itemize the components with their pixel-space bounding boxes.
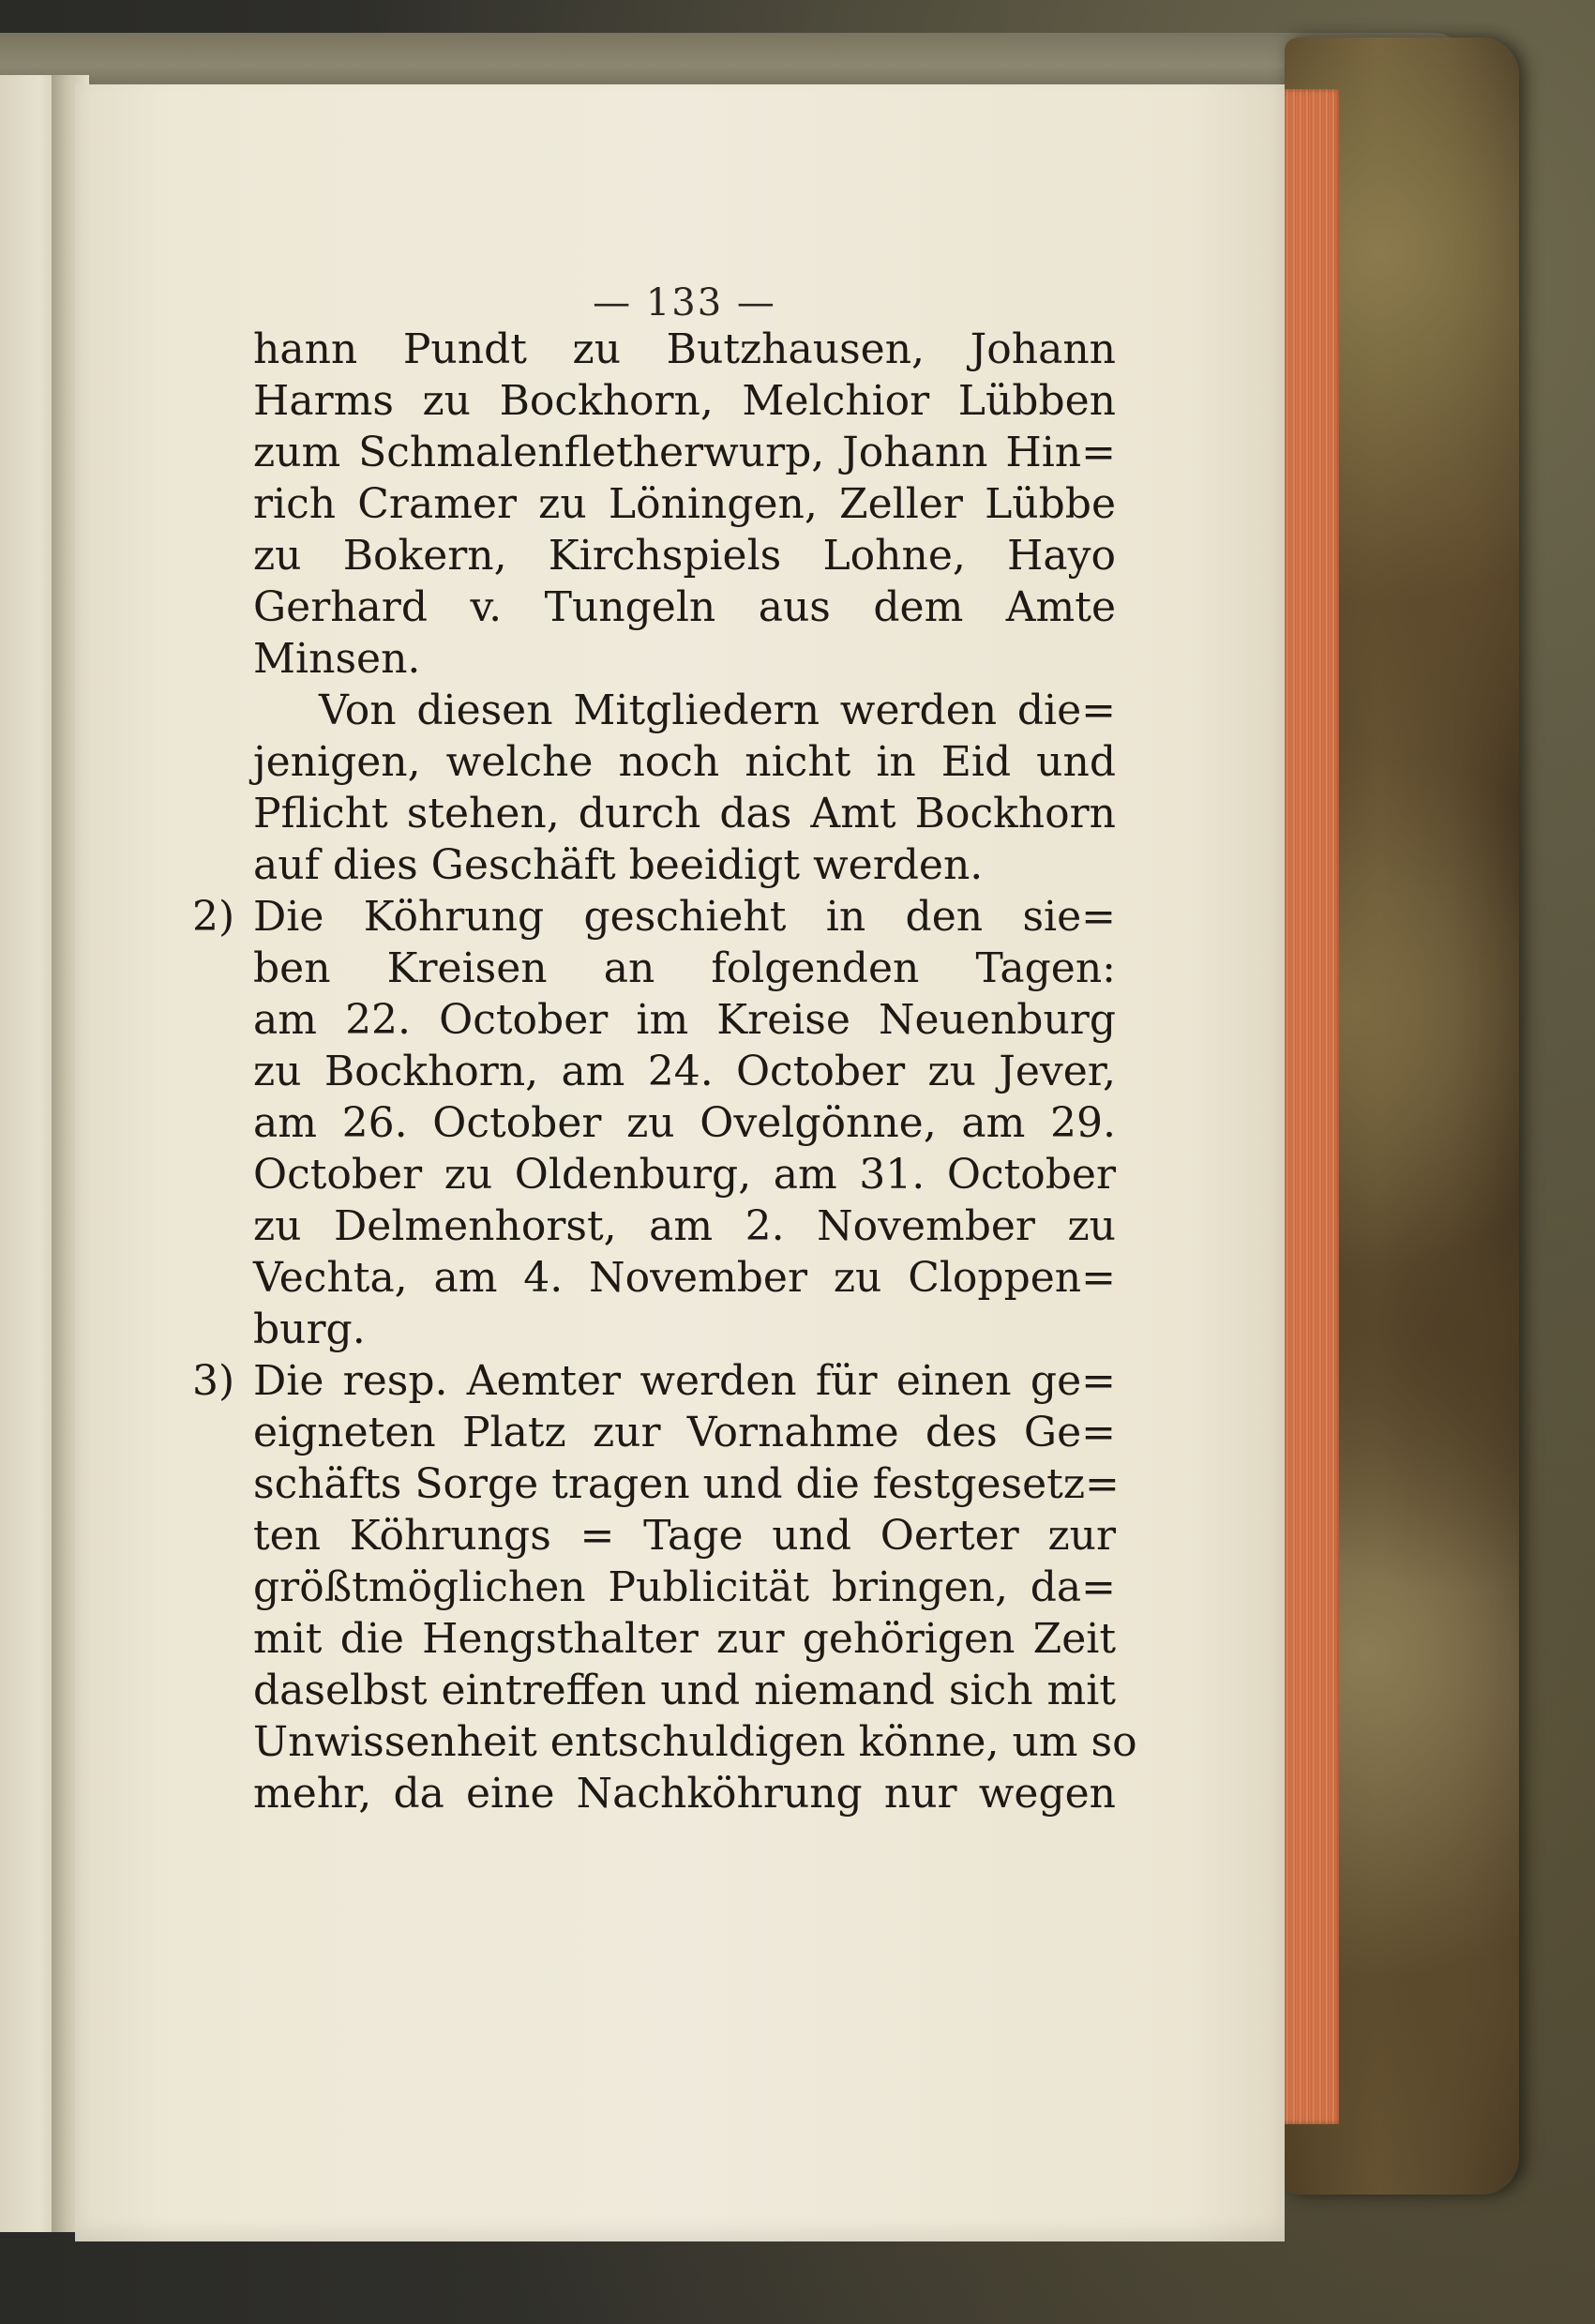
text-line: am 22. October im Kreise Neuenburg — [253, 996, 1116, 1044]
right-page — [75, 84, 1285, 2241]
page-number: — 133 — — [593, 281, 776, 324]
text-line: ben Kreisen an folgenden Tagen: — [253, 944, 1116, 992]
text-line: schäfts Sorge tragen und die festgesetz= — [253, 1460, 1120, 1508]
text-line: hann Pundt zu Butzhausen, Johann — [253, 325, 1116, 373]
text-line: Von diesen Mitgliedern werden die= — [319, 687, 1116, 734]
list-marker: 2) — [192, 893, 235, 941]
text-line: zu Bockhorn, am 24. October zu Jever, — [253, 1048, 1116, 1095]
text-line: rich Cramer zu Löningen, Zeller Lübbe — [253, 480, 1116, 528]
text-line: jenigen, welche noch nicht in Eid und — [253, 738, 1116, 786]
text-line: Unwissenheit entschuldigen könne, um so — [253, 1718, 1137, 1766]
text-line: mit die Hengsthalter zur gehörigen Zeit — [253, 1615, 1116, 1663]
text-line: Vechta, am 4. November zu Cloppen= — [253, 1254, 1116, 1302]
text-line: Gerhard v. Tungeln aus dem Amte — [253, 583, 1116, 631]
text-line: daselbst eintreffen und niemand sich mit — [253, 1667, 1116, 1714]
text-line: Minsen. — [253, 635, 421, 683]
text-line: zu Delmenhorst, am 2. November zu — [253, 1202, 1116, 1250]
text-line: zum Schmalenfletherwurp, Johann Hin= — [253, 429, 1116, 476]
text-line: Harms zu Bockhorn, Melchior Lübben — [253, 377, 1116, 425]
text-line: am 26. October zu Ovelgönne, am 29. — [253, 1099, 1116, 1147]
text-line: October zu Oldenburg, am 31. October — [253, 1151, 1116, 1199]
text-line: Pflicht stehen, durch das Amt Bockhorn — [253, 790, 1116, 838]
text-line: auf dies Geschäft beeidigt werden. — [253, 841, 984, 889]
page-block-edge — [1283, 89, 1339, 2124]
text-line: ten Köhrungs = Tage und Oerter zur — [253, 1512, 1116, 1560]
text-line: zu Bokern, Kirchspiels Lohne, Hayo — [253, 532, 1116, 580]
text-line: Die Köhrung geschieht in den sie= — [253, 893, 1116, 941]
text-line: burg. — [253, 1305, 366, 1353]
text-line: eigneten Platz zur Vornahme des Ge= — [253, 1409, 1116, 1456]
list-marker: 3) — [192, 1357, 235, 1405]
text-line: größtmöglichen Publicität bringen, da= — [253, 1563, 1116, 1611]
text-line: Die resp. Aemter werden für einen ge= — [253, 1357, 1116, 1405]
text-line: mehr, da eine Nachköhrung nur wegen — [253, 1770, 1116, 1818]
